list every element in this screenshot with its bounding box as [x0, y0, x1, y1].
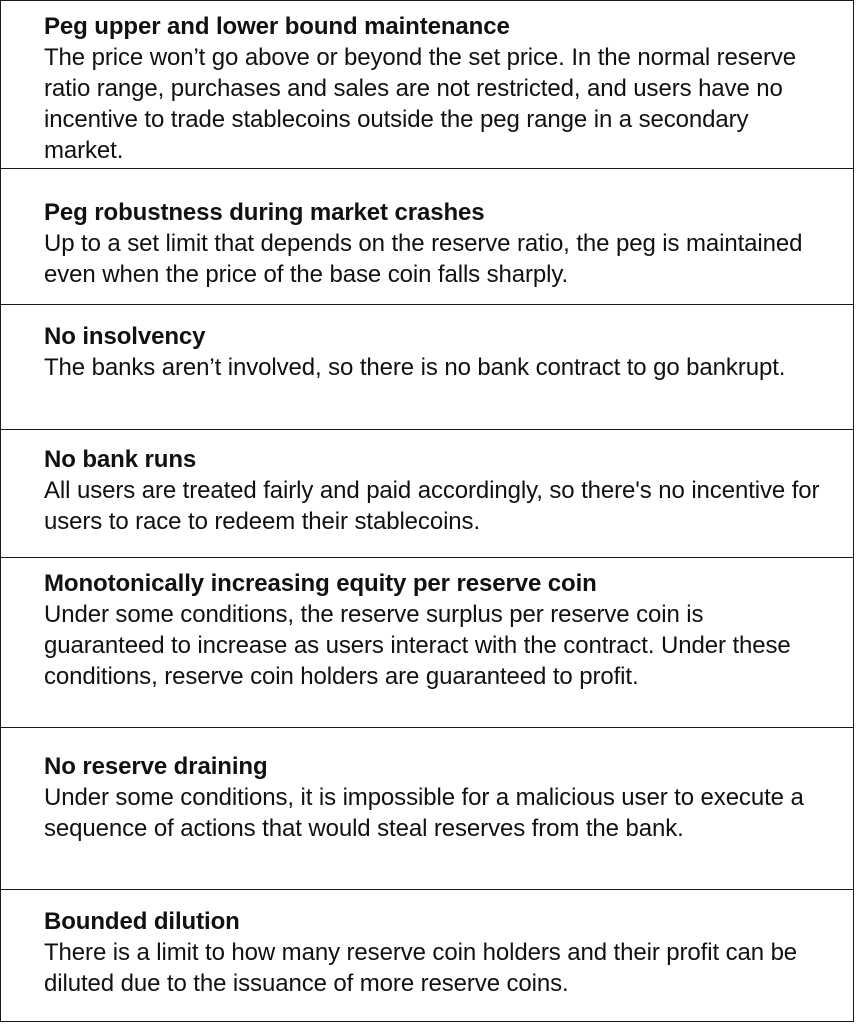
property-description: Up to a set limit that depends on the reserve ratio, the peg is maintained even when the price of the base coin falls sharply.: [44, 230, 803, 288]
property-row-monotonic-equity: [1, 557, 853, 727]
property-row-no-reserve-draining: [1, 727, 853, 889]
property-description: The price won’t go above or beyond the set price. In the normal reserve ratio range, purchases and sales are not restricted, and users have no incentive to trade stablecoins outside the peg range in a secondary market.: [44, 44, 796, 164]
property-description: There is a limit to how many reserve coin holders and their profit can be diluted due to the issuance of more reserve coins.: [44, 939, 798, 997]
property-description: All users are treated fairly and paid accordingly, so there's no incentive for users to race to redeem their stablecoins.: [44, 477, 820, 535]
property-title: No insolvency: [44, 323, 206, 350]
property-title: Monotonically increasing equity per reserve coin: [44, 570, 597, 597]
property-title: Peg upper and lower bound maintenance: [44, 13, 510, 40]
property-row-peg-robustness: [1, 168, 853, 304]
property-title: No bank runs: [44, 446, 197, 473]
property-row-peg-bounds: [1, 1, 853, 168]
property-description: Under some conditions, the reserve surplus per reserve coin is guaranteed to increase as users interact with the contract. Under these conditions, reserve coin holders are guaranteed to profit.: [44, 601, 791, 690]
property-row-no-insolvency: [1, 304, 853, 429]
property-description: Under some conditions, it is impossible for a malicious user to execute a sequence of actions that would steal reserves from the bank.: [44, 784, 804, 842]
property-title: No reserve draining: [44, 753, 268, 780]
property-description: The banks aren’t involved, so there is no bank contract to go bankrupt.: [44, 354, 786, 381]
property-title: Bounded dilution: [44, 908, 240, 935]
property-row-bounded-dilution: [1, 889, 853, 1021]
property-title: Peg robustness during market crashes: [44, 199, 485, 226]
property-row-no-bank-runs: [1, 429, 853, 557]
